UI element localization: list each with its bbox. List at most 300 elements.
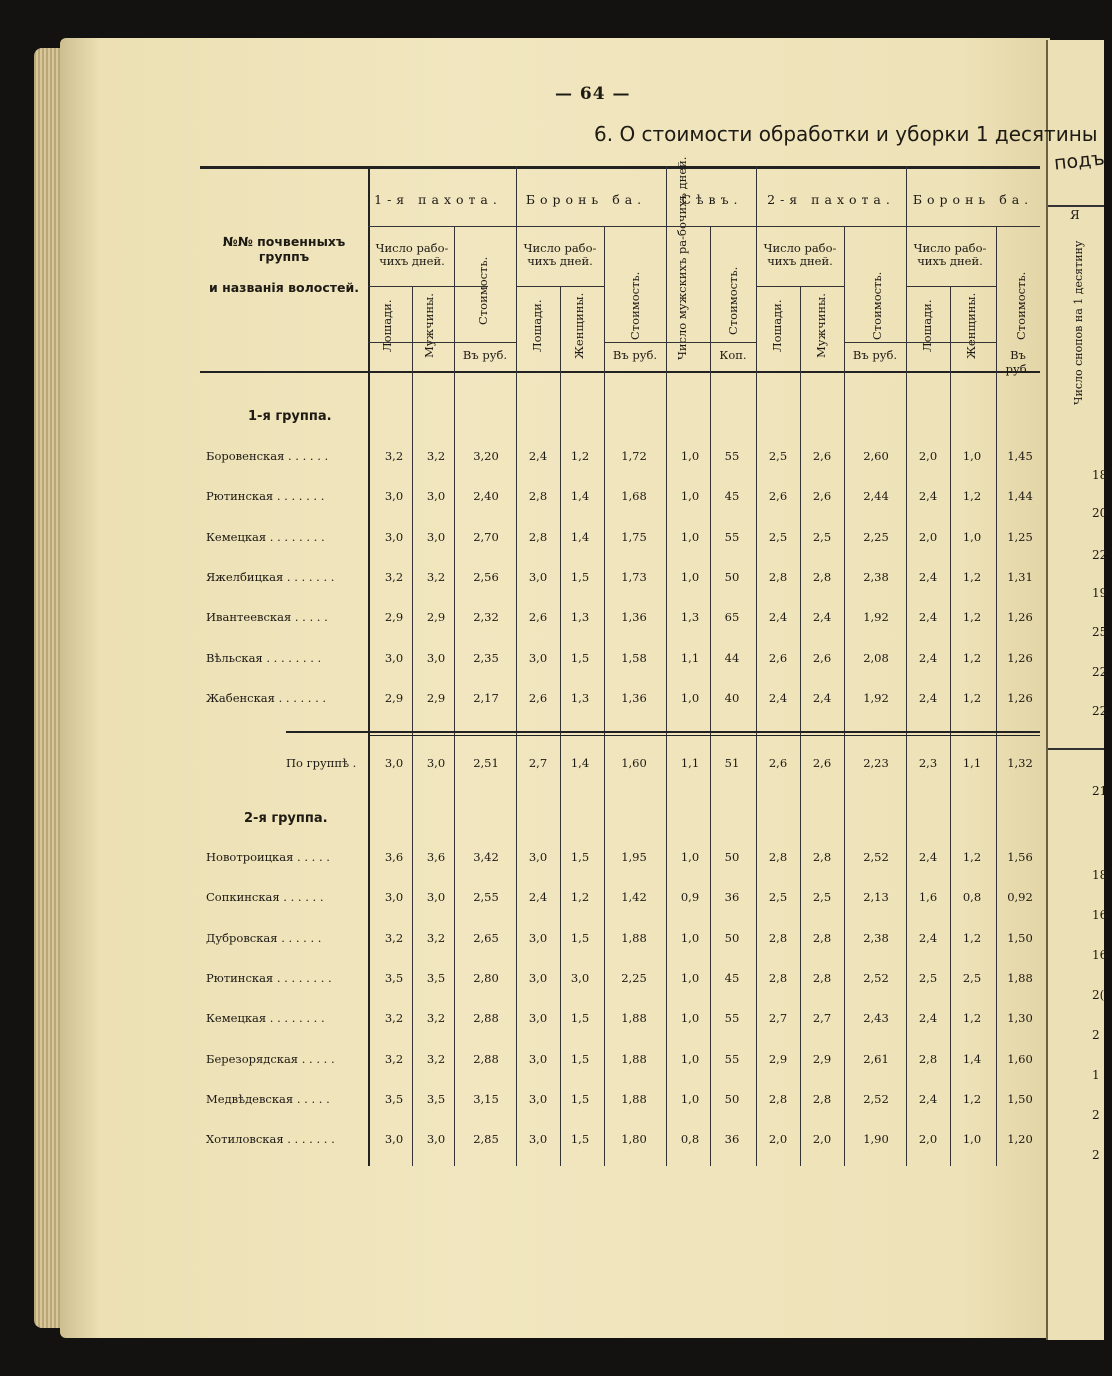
table-cell: 3,0	[528, 850, 548, 864]
table-cell: 2,4	[918, 610, 938, 625]
table-cell: 2,0	[812, 1132, 832, 1147]
volost-name: Хотиловская . . . . . . .	[206, 1132, 335, 1147]
table-cell: 1,26	[1007, 690, 1033, 705]
table-cell: 2,88	[473, 1051, 499, 1066]
table-cell: 1,90	[863, 1132, 889, 1147]
table-cell: 1,25	[1007, 529, 1033, 544]
table-cell: 3,15	[473, 1091, 499, 1106]
table-cell: 2,5	[962, 970, 982, 985]
table-cell: 3,0	[528, 1011, 548, 1026]
group1-total-rule	[286, 731, 1040, 733]
table-cell: 2,52	[863, 1091, 889, 1106]
table-cell: 2,6	[528, 690, 548, 705]
table-cell: 2,8	[812, 1091, 832, 1106]
table-cell: 2,4	[918, 1011, 938, 1026]
table-cell: 1,0	[680, 489, 700, 504]
table-cell: 1,20	[1007, 1132, 1033, 1147]
facing-page-number: 22	[1092, 665, 1108, 679]
group-header-plowing-2: 2-я пахота.	[767, 192, 895, 207]
table-cell: 3,0	[426, 529, 446, 544]
table-cell: 2,5	[768, 449, 788, 463]
table-cell: 36	[724, 890, 740, 905]
table-cell: 3,42	[473, 850, 499, 864]
page-title: 6. О стоимости обработки и уборки 1 десятины	[594, 122, 1098, 146]
facing-page-header-fragment: Я	[1070, 208, 1080, 222]
total-cell: 2,23	[863, 756, 889, 770]
table-cell: 3,5	[384, 1091, 404, 1106]
facing-page-number: 25	[1092, 625, 1108, 639]
table-cell: 1,2	[962, 690, 982, 705]
unit-rub-4: Въ руб.	[1005, 348, 1031, 376]
table-cell: 2,56	[473, 569, 499, 584]
column-rule	[800, 286, 801, 1166]
volost-name: Яжелбицкая . . . . . . .	[206, 569, 335, 584]
table-cell: 2,88	[473, 1011, 499, 1026]
total-cell: 1,32	[1007, 756, 1033, 770]
table-cell: 1,4	[962, 1051, 982, 1066]
table-cell: 2,8	[812, 850, 832, 864]
table-cell: 2,7	[812, 1011, 832, 1026]
table-cell: 1,2	[962, 650, 982, 665]
table-cell: 2,32	[473, 610, 499, 625]
table-header-rule	[200, 371, 1040, 373]
total-cell: 1,60	[621, 756, 647, 770]
facing-page-number: 19	[1092, 586, 1108, 600]
table-row	[200, 449, 1040, 469]
table-cell: 2,8	[528, 529, 548, 544]
subheader-rule	[368, 286, 488, 287]
table-cell: 2,8	[812, 930, 832, 945]
table-cell: 2,4	[768, 610, 788, 625]
group-header-rule	[368, 226, 1040, 227]
table-cell: 1,0	[680, 850, 700, 864]
total-cell: 2,6	[768, 756, 788, 770]
table-cell: 3,2	[426, 569, 446, 584]
table-cell: 1,45	[1007, 449, 1033, 463]
table-cell: 1,2	[962, 610, 982, 625]
table-cell: 2,44	[863, 489, 889, 504]
table-cell: 2,25	[621, 970, 647, 985]
table-cell: 1,5	[570, 1132, 590, 1147]
volost-name: Вѣльская . . . . . . . .	[206, 650, 322, 665]
unit-rule	[368, 342, 516, 343]
col-women-2: Женщины.	[572, 292, 586, 360]
table-cell: 3,0	[528, 1132, 548, 1147]
facing-page-number: 22	[1092, 704, 1108, 718]
subheader-rule	[516, 286, 604, 287]
table-cell: 2,52	[863, 970, 889, 985]
table-cell: 2,9	[384, 610, 404, 625]
table-cell: 1,73	[621, 569, 647, 584]
total-cell: 2,7	[528, 756, 548, 770]
table-cell: 1,88	[621, 1091, 647, 1106]
table-cell: 1,4	[570, 529, 590, 544]
table-cell: 3,2	[384, 1051, 404, 1066]
table-cell: 1,1	[680, 650, 700, 665]
table-cell: 2,9	[768, 1051, 788, 1066]
table-cell: 2,5	[918, 970, 938, 985]
cost-table	[200, 156, 1040, 1166]
table-cell: 2,85	[473, 1132, 499, 1147]
table-cell: 1,0	[680, 1051, 700, 1066]
table-cell: 3,2	[426, 930, 446, 945]
table-cell: 3,0	[426, 489, 446, 504]
table-cell: 2,61	[863, 1051, 889, 1066]
table-cell: 1,36	[621, 690, 647, 705]
table-cell: 1,2	[962, 1091, 982, 1106]
table-row	[200, 1092, 1040, 1112]
subheader-workdays-4: Число рабо-чихъ дней.	[913, 241, 987, 268]
facing-page-number: 18	[1092, 468, 1108, 482]
total-cell: 2,3	[918, 756, 938, 770]
table-cell: 3,0	[426, 890, 446, 905]
facing-page-number: 2(	[1092, 988, 1105, 1002]
table-cell: 1,72	[621, 449, 647, 463]
table-cell: 2,35	[473, 650, 499, 665]
table-cell: 2,5	[768, 529, 788, 544]
table-cell: 1,5	[570, 850, 590, 864]
facing-page-number: 18	[1092, 868, 1108, 882]
table-cell: 3,6	[384, 850, 404, 864]
table-cell: 2,9	[426, 610, 446, 625]
group-header-harrowing-2: Боронь ба.	[912, 192, 1034, 207]
table-row	[200, 931, 1040, 951]
table-cell: 2,4	[918, 569, 938, 584]
table-cell: 3,0	[528, 970, 548, 985]
table-cell: 1,0	[962, 529, 982, 544]
table-cell: 1,5	[570, 1091, 590, 1106]
table-cell: 2,5	[812, 529, 832, 544]
table-cell: 1,2	[570, 890, 590, 905]
table-cell: 1,50	[1007, 930, 1033, 945]
table-cell: 3,0	[426, 1132, 446, 1147]
table-cell: 2,43	[863, 1011, 889, 1026]
volost-name: Рютинская . . . . . . .	[206, 489, 325, 504]
table-cell: 1,58	[621, 650, 647, 665]
col-men-1: Мужчины.	[422, 293, 436, 359]
table-cell: 3,0	[384, 1132, 404, 1147]
volost-name: Жабенская . . . . . . .	[206, 690, 327, 705]
table-cell: 3,0	[528, 569, 548, 584]
group-header-sowing: Сѣвъ.	[681, 192, 743, 207]
table-cell: 1,2	[570, 449, 590, 463]
row-header-line1: №№ почвенныхъ группъ	[222, 234, 346, 264]
facing-page-number: 2	[1092, 1108, 1100, 1122]
table-cell: 1,2	[962, 930, 982, 945]
volost-name: Березорядская . . . . .	[206, 1051, 335, 1066]
table-row	[200, 610, 1040, 630]
table-cell: 1,92	[863, 690, 889, 705]
facing-page-number: 2	[1092, 1028, 1100, 1042]
col-cost-4: Стоимость.	[1014, 271, 1028, 341]
table-cell: 1,0	[680, 1091, 700, 1106]
table-cell: 44	[724, 650, 740, 665]
facing-page-number: 16	[1092, 948, 1108, 962]
column-rule	[412, 286, 413, 1166]
table-cell: 0,8	[962, 890, 982, 905]
table-cell: 3,20	[473, 449, 499, 463]
table-cell: 2,6	[768, 650, 788, 665]
table-cell: 2,6	[812, 650, 832, 665]
table-cell: 2,8	[528, 489, 548, 504]
table-cell: 3,0	[528, 650, 548, 665]
total-cell: 51	[724, 756, 740, 770]
table-cell: 2,08	[863, 650, 889, 665]
table-cell: 1,75	[621, 529, 647, 544]
table-cell: 1,26	[1007, 610, 1033, 625]
table-cell: 3,0	[528, 1091, 548, 1106]
table-cell: 3,5	[426, 970, 446, 985]
table-cell: 2,5	[768, 890, 788, 905]
table-cell: 0,92	[1007, 890, 1033, 905]
group-header-plowing-1: 1-я пахота.	[374, 192, 502, 207]
col-horses-3: Лошади.	[770, 299, 784, 353]
facing-page-number: 20	[1092, 506, 1108, 520]
subheader-workdays-2: Число рабо-чихъ дней.	[523, 241, 597, 268]
table-cell: 2,4	[918, 930, 938, 945]
volost-name: Медвѣдевская . . . . .	[206, 1091, 330, 1106]
table-cell: 1,60	[1007, 1051, 1033, 1066]
table-cell: 2,38	[863, 930, 889, 945]
total-label: По группѣ .	[286, 756, 357, 770]
table-cell: 1,80	[621, 1132, 647, 1147]
table-top-rule	[200, 166, 1040, 169]
col-cost-3: Стоимость.	[870, 271, 884, 341]
table-cell: 2,8	[768, 930, 788, 945]
table-cell: 2,8	[918, 1051, 938, 1066]
table-cell: 2,80	[473, 970, 499, 985]
table-cell: 1,3	[680, 610, 700, 625]
facing-page-number: 16	[1092, 908, 1108, 922]
unit-rub-1: Въ руб.	[462, 348, 508, 362]
table-cell: 3,5	[426, 1091, 446, 1106]
table-cell: 2,4	[812, 690, 832, 705]
table-cell: 50	[724, 930, 740, 945]
table-row-total	[200, 756, 1040, 776]
table-cell: 2,4	[528, 449, 548, 463]
table-cell: 2,8	[768, 970, 788, 985]
total-cell: 2,6	[812, 756, 832, 770]
table-cell: 1,68	[621, 489, 647, 504]
table-cell: 2,7	[768, 1011, 788, 1026]
table-cell: 2,65	[473, 930, 499, 945]
table-cell: 3,2	[384, 449, 404, 463]
table-cell: 1,5	[570, 930, 590, 945]
table-cell: 50	[724, 850, 740, 864]
table-cell: 1,50	[1007, 1091, 1033, 1106]
col-male-workdays: Число мужскихъ ра-бочихъ дней.	[675, 156, 689, 360]
table-cell: 1,6	[918, 890, 938, 905]
table-cell: 1,36	[621, 610, 647, 625]
table-row	[200, 1011, 1040, 1031]
table-cell: 3,2	[426, 1051, 446, 1066]
table-cell: 2,6	[812, 449, 832, 463]
table-cell: 1,0	[680, 449, 700, 463]
table-cell: 2,4	[528, 890, 548, 905]
facing-page-vertical-header: Число снопов на 1 десятину	[1072, 240, 1085, 405]
table-cell: 3,2	[384, 1011, 404, 1026]
facing-page-number: 21	[1092, 784, 1108, 798]
volost-name: Сопкинская . . . . . .	[206, 890, 324, 905]
table-row	[200, 971, 1040, 991]
table-cell: 1,0	[962, 449, 982, 463]
table-cell: 55	[724, 449, 740, 463]
table-cell: 2,6	[812, 489, 832, 504]
table-cell: 1,30	[1007, 1011, 1033, 1026]
group1-total-rule-2	[368, 735, 1040, 736]
subheader-workdays-3: Число рабо-чихъ дней.	[763, 241, 837, 268]
table-cell: 2,0	[918, 1132, 938, 1147]
table-row	[200, 1052, 1040, 1072]
group-header-harrowing-1: Боронь ба.	[525, 192, 647, 207]
table-cell: 3,6	[426, 850, 446, 864]
table-cell: 2,8	[768, 1091, 788, 1106]
col-men-3: Мужчины.	[814, 293, 828, 359]
col-cost-sowing: Стоимость.	[726, 266, 740, 336]
subheader-workdays-1: Число рабо-чихъ дней.	[375, 241, 449, 268]
table-cell: 55	[724, 529, 740, 544]
table-cell: 1,88	[621, 1011, 647, 1026]
table-cell: 3,2	[426, 449, 446, 463]
table-cell: 1,5	[570, 1051, 590, 1066]
table-cell: 1,0	[680, 690, 700, 705]
table-cell: 55	[724, 1051, 740, 1066]
table-row	[200, 530, 1040, 550]
table-cell: 3,0	[570, 970, 590, 985]
table-row	[200, 691, 1040, 711]
table-cell: 1,44	[1007, 489, 1033, 504]
table-cell: 2,8	[768, 569, 788, 584]
column-rule	[560, 286, 561, 1166]
volost-name: Боровенская . . . . . .	[206, 449, 329, 463]
table-row	[200, 1132, 1040, 1152]
row-header-line2: и названія волостей.	[209, 280, 359, 295]
table-cell: 2,0	[768, 1132, 788, 1147]
table-cell: 1,2	[962, 569, 982, 584]
table-cell: 2,40	[473, 489, 499, 504]
table-cell: 1,0	[680, 569, 700, 584]
table-cell: 3,2	[426, 1011, 446, 1026]
table-cell: 2,0	[918, 449, 938, 463]
table-cell: 2,60	[863, 449, 889, 463]
table-cell: 1,26	[1007, 650, 1033, 665]
table-cell: 3,0	[384, 489, 404, 504]
table-cell: 3,0	[384, 890, 404, 905]
volost-name: Кемецкая . . . . . . . .	[206, 1011, 325, 1026]
group1-title: 1-я группа.	[248, 409, 332, 424]
unit-rub-3: Въ руб.	[852, 348, 898, 362]
facing-page	[1046, 40, 1108, 1340]
table-cell: 1,0	[680, 529, 700, 544]
table-cell: 2,9	[812, 1051, 832, 1066]
table-cell: 2,4	[918, 1091, 938, 1106]
total-cell: 1,4	[570, 756, 590, 770]
table-row	[200, 651, 1040, 671]
table-cell: 40	[724, 690, 740, 705]
facing-page-top-word: подъ	[1052, 147, 1106, 175]
table-cell: 1,31	[1007, 569, 1033, 584]
table-cell: 3,0	[528, 930, 548, 945]
table-cell: 3,0	[384, 650, 404, 665]
table-cell: 1,5	[570, 569, 590, 584]
table-cell: 1,0	[962, 1132, 982, 1147]
col-horses-2: Лошади.	[530, 299, 544, 353]
facing-page-number: 2	[1092, 1148, 1100, 1162]
table-cell: 3,2	[384, 930, 404, 945]
total-cell: 3,0	[426, 756, 446, 770]
table-cell: 0,8	[680, 1132, 700, 1147]
table-cell: 3,5	[384, 970, 404, 985]
table-cell: 2,8	[812, 970, 832, 985]
table-cell: 2,4	[918, 690, 938, 705]
facing-page-rule	[1048, 748, 1104, 750]
table-cell: 2,9	[384, 690, 404, 705]
table-cell: 3,0	[426, 650, 446, 665]
total-cell: 2,51	[473, 756, 499, 770]
table-cell: 1,92	[863, 610, 889, 625]
facing-page-number: 1	[1092, 1068, 1100, 1082]
table-cell: 1,0	[680, 1011, 700, 1026]
table-cell: 1,0	[680, 970, 700, 985]
table-cell: 2,8	[768, 850, 788, 864]
total-cell: 1,1	[962, 756, 982, 770]
table-cell: 2,0	[918, 529, 938, 544]
total-cell: 1,1	[680, 756, 700, 770]
table-cell: 45	[724, 970, 740, 985]
table-cell: 2,4	[768, 690, 788, 705]
table-cell: 1,2	[962, 850, 982, 864]
table-cell: 2,6	[528, 610, 548, 625]
total-cell: 3,0	[384, 756, 404, 770]
volost-name: Дубровская . . . . . .	[206, 930, 322, 945]
table-row	[200, 489, 1040, 509]
table-cell: 3,0	[384, 529, 404, 544]
table-cell: 2,4	[918, 650, 938, 665]
table-cell: 50	[724, 569, 740, 584]
table-cell: 3,0	[528, 1051, 548, 1066]
table-cell: 2,17	[473, 690, 499, 705]
table-cell: 1,2	[962, 489, 982, 504]
table-row	[200, 850, 1040, 870]
table-cell: 55	[724, 1011, 740, 1026]
table-cell: 3,2	[384, 569, 404, 584]
col-cost-1: Стоимость.	[476, 256, 490, 326]
table-cell: 2,9	[426, 690, 446, 705]
table-cell: 1,2	[962, 1011, 982, 1026]
table-cell: 50	[724, 1091, 740, 1106]
table-cell: 1,5	[570, 650, 590, 665]
col-horses-4: Лошади.	[920, 299, 934, 353]
table-cell: 2,4	[918, 850, 938, 864]
table-cell: 1,56	[1007, 850, 1033, 864]
unit-kop: Коп.	[719, 348, 747, 362]
facing-page-number: 22	[1092, 548, 1108, 562]
table-cell: 2,13	[863, 890, 889, 905]
table-cell: 2,8	[812, 569, 832, 584]
column-rule	[950, 286, 951, 1166]
table-cell: 1,4	[570, 489, 590, 504]
table-cell: 1,88	[621, 930, 647, 945]
table-cell: 1,95	[621, 850, 647, 864]
group2-title: 2-я группа.	[244, 811, 328, 826]
volost-name: Ивантеевская . . . . .	[206, 610, 328, 625]
unit-rub-2: Въ руб.	[612, 348, 658, 362]
table-cell: 1,3	[570, 690, 590, 705]
table-cell: 1,42	[621, 890, 647, 905]
col-cost-2: Стоимость.	[628, 271, 642, 341]
volost-name: Новотроицкая . . . . .	[206, 850, 330, 864]
table-cell: 36	[724, 1132, 740, 1147]
